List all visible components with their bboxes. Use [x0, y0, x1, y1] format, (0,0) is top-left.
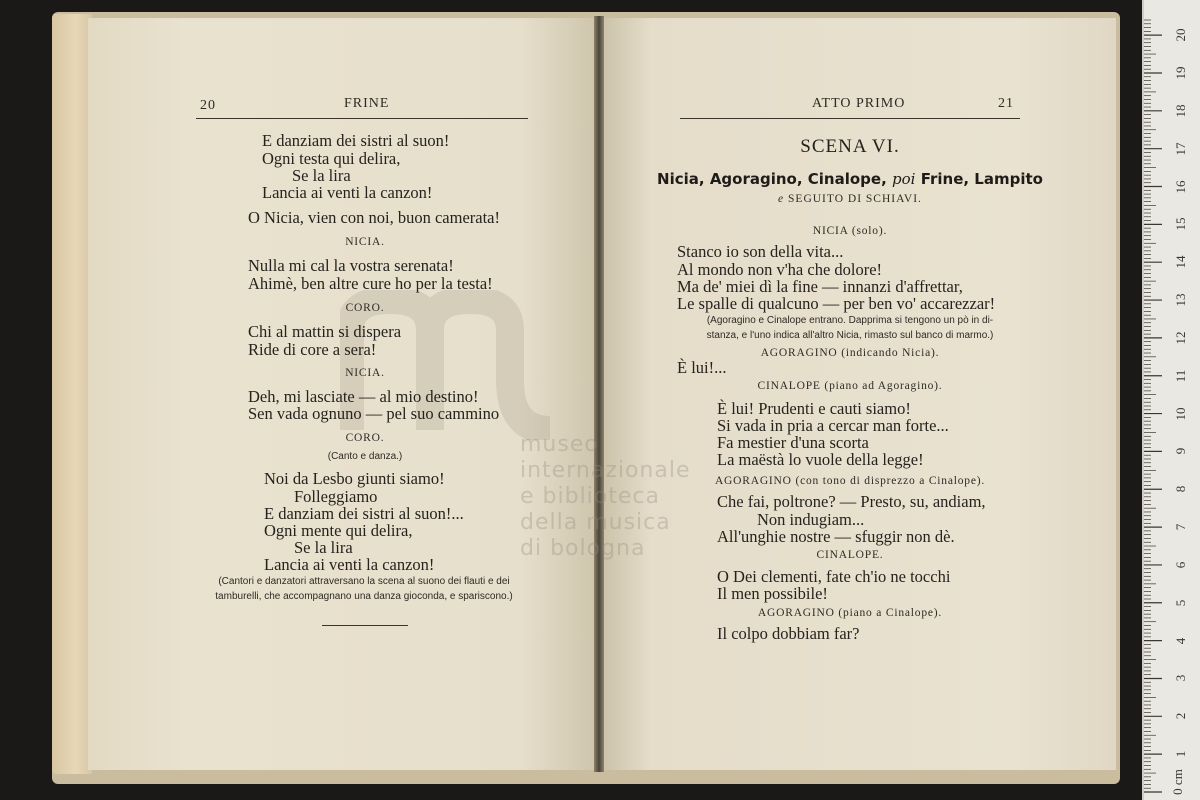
speaker-label: NICIA. — [345, 236, 385, 248]
left-head-rule — [196, 118, 528, 119]
verse-line: Si vada in pria a cercar man forte... — [717, 416, 949, 435]
verse-line: Ma de' miei dì la fine — innanzi d'affrettar, — [677, 277, 963, 296]
cast-sub-text: SEGUITO DI SCHIAVI. — [788, 193, 922, 205]
verse-line: È lui!... — [677, 358, 727, 377]
right-page — [600, 18, 1116, 770]
speaker-label: AGORAGINO (piano a Cinalope). — [757, 607, 943, 619]
ruler-ticks — [1144, 0, 1200, 800]
verse-line: Non indugiam... — [757, 510, 865, 529]
ruler-number: 13 — [1173, 293, 1188, 307]
verse-line: E danziam dei sistri al suon! — [262, 131, 450, 150]
verse-line: Se la lira — [294, 538, 353, 557]
ruler-number: 7 — [1173, 523, 1188, 531]
verse-line: Le spalle di qualcuno — per ben vo' accarezzar! — [677, 294, 996, 313]
ruler-number: 20 — [1173, 28, 1188, 42]
verse-line: La maëstà lo vuole della legge! — [717, 450, 924, 469]
right-page-number: 21 — [998, 96, 1014, 111]
cast-names: Frine, Lampito — [920, 170, 1043, 188]
stage-direction-line: (Cantori e danzatori attraversano la scena al suono dei flauti e dei — [218, 576, 510, 587]
left-page-number: 20 — [200, 98, 216, 113]
cast-names: Nicia, Agoragino, Cinalope, — [657, 170, 887, 188]
right-head-rule — [680, 118, 1020, 119]
verse-line: Al mondo non v'ha che dolore! — [677, 260, 883, 279]
stage-direction: (Canto e danza.) — [327, 451, 403, 462]
ruler-number: 19 — [1173, 66, 1188, 80]
stage-direction-line: (Agoragino e Cinalope entrano. Dapprima si tengono un pò in di- — [706, 315, 994, 326]
verse-line: Stanco io son della vita... — [677, 242, 844, 261]
measuring-ruler — [1142, 0, 1200, 800]
verse-line: Ogni mente qui delira, — [264, 521, 413, 540]
left-running-head: FRINE — [344, 96, 390, 111]
ruler-number: 15 — [1173, 217, 1188, 231]
ruler-number: 10 — [1173, 407, 1188, 421]
verse-line: Il colpo dobbiam far? — [717, 624, 860, 643]
ruler-number: 16 — [1173, 180, 1188, 193]
watermark-line: e biblioteca della musica — [520, 484, 671, 535]
verse-line: Lancia ai venti la canzon! — [264, 555, 435, 574]
verse-line: Ogni testa qui delira, — [262, 149, 401, 168]
scene-title: SCENA VI. — [800, 136, 900, 157]
ruler-number: 9 — [1173, 448, 1188, 455]
verse-line: E danziam dei sistri al suon!... — [264, 504, 464, 523]
verse-line: Ride di core a sera! — [248, 340, 377, 359]
page-block-edge — [52, 14, 92, 774]
stage-direction — [660, 313, 1040, 343]
ruler-number: 18 — [1173, 104, 1188, 118]
verse-line: Il men possibile! — [717, 584, 828, 603]
book-gutter — [594, 16, 604, 772]
verse-line: È lui! Prudenti e cauti siamo! — [717, 399, 911, 418]
verse-line: Se la lira — [292, 166, 351, 185]
stage-direction-line: tamburelli, che accompagnano una danza gioconda, e spariscono.) — [215, 591, 513, 602]
speaker-label: CORO. — [345, 432, 385, 444]
speaker-label: NICIA. — [345, 367, 385, 379]
verse-line: Noi da Lesbo giunti siamo! — [264, 469, 445, 488]
ruler-number: 8 — [1173, 486, 1188, 493]
ruler-unit-label: 0 cm — [1170, 769, 1185, 795]
verse-line: Deh, mi lasciate — al mio destino! — [248, 387, 479, 406]
ruler-number: 14 — [1173, 255, 1188, 269]
verse-line: Chi al mattin si dispera — [248, 322, 402, 341]
ruler-number: 6 — [1173, 561, 1188, 569]
verse-line: Fa mestier d'una scorta — [717, 433, 869, 452]
verse-line: All'unghie nostre — sfuggir non dè. — [717, 527, 955, 546]
watermark-line: di bologna — [520, 536, 646, 561]
speaker-label: AGORAGINO (indicando Nicia). — [760, 347, 940, 359]
ruler-number: 11 — [1173, 369, 1188, 382]
ruler-number: 17 — [1173, 142, 1188, 156]
watermark-text — [520, 432, 720, 562]
ruler-number: 4 — [1173, 637, 1188, 644]
right-running-head: ATTO PRIMO — [812, 96, 906, 111]
cast-list — [640, 170, 1060, 188]
verse-line: O Nicia, vien con noi, buon camerata! — [248, 208, 500, 227]
verse-line: Folleggiamo — [294, 487, 378, 506]
speaker-label: NICIA (solo). — [812, 225, 888, 237]
ruler-number: 2 — [1173, 713, 1188, 720]
ruler-number: 3 — [1173, 675, 1188, 682]
ruler-number: 5 — [1173, 599, 1188, 607]
watermark-line: museo internazionale — [520, 432, 691, 483]
end-rule — [322, 625, 408, 626]
stage-direction — [160, 574, 568, 604]
verse-line: Ahimè, ben altre cure ho per la testa! — [248, 274, 493, 293]
cast-subtitle — [700, 193, 1000, 205]
ruler-number: 1 — [1173, 750, 1188, 758]
verse-line: Lancia ai venti la canzon! — [262, 183, 433, 202]
speaker-label: AGORAGINO (con tono di disprezzo a Cinalope). — [714, 475, 986, 487]
verse-line: Sen vada ognuno — pel suo cammino — [248, 404, 500, 423]
verse-line: Nulla mi cal la vostra serenata! — [248, 256, 454, 275]
speaker-label: CORO. — [345, 302, 385, 314]
verse-line: Che fai, poltrone? — Presto, su, andiam, — [717, 492, 986, 511]
speaker-label: CINALOPE. — [816, 549, 884, 561]
speaker-label: CINALOPE (piano ad Agoragino). — [757, 380, 943, 392]
cast-e: e — [778, 193, 785, 205]
cast-poi: poi — [892, 170, 916, 188]
stage-direction-line: stanza, e l'uno indica all'altro Nicia, rimasto sul banco di marmo.) — [706, 330, 994, 341]
verse-line: O Dei clementi, fate ch'io ne tocchi — [717, 567, 951, 586]
ruler-number: 12 — [1173, 331, 1188, 345]
